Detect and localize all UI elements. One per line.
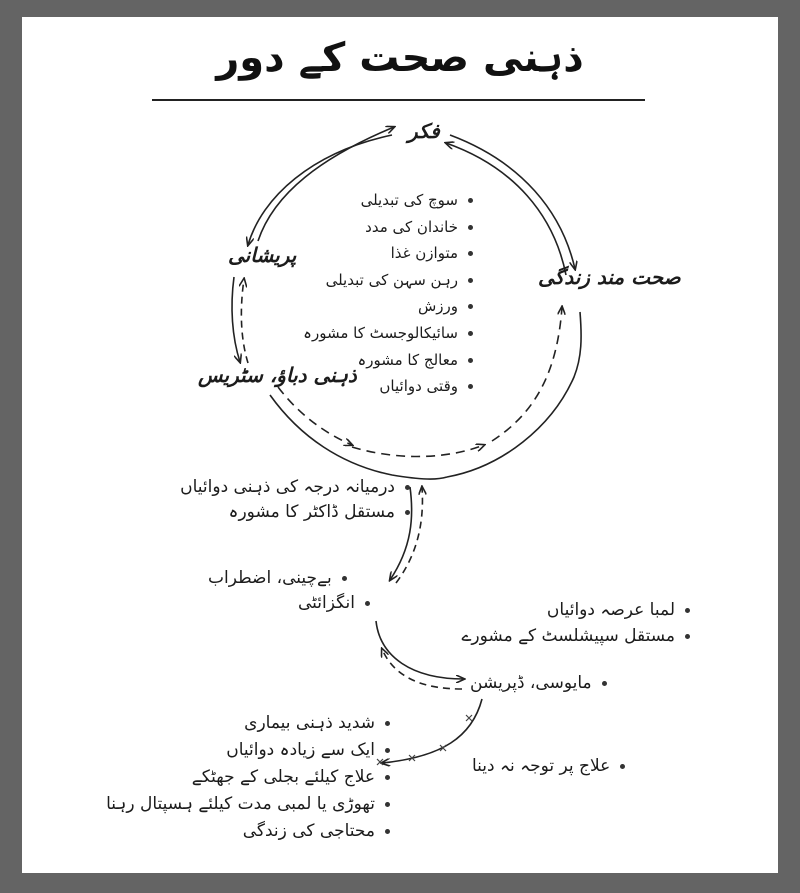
- list-item: [461, 623, 690, 649]
- dashed-recovery-path-3: [492, 307, 562, 441]
- anxiety-label: بےچینی، اضطراب: [208, 568, 332, 588]
- list-item: [461, 597, 690, 623]
- depression-label: مایوسی، ڈپریشن: [470, 673, 592, 693]
- bullet: [468, 384, 473, 389]
- longterm-treatment-list: [461, 597, 690, 649]
- list-item: [303, 373, 473, 400]
- bullet: [405, 485, 410, 490]
- list-item: [180, 475, 410, 500]
- title-divider: [152, 99, 645, 101]
- list-item-label: تھوڑی یا لمبی مدت کیلئے ہسپتال رہنا: [106, 794, 375, 814]
- list-item: [106, 818, 390, 845]
- bullet: [468, 358, 473, 363]
- stage-healthy: صحت مند زندگی: [538, 265, 681, 289]
- bullet: [385, 748, 390, 753]
- list-item: [106, 791, 390, 818]
- list-item-label: متوازن غذا: [390, 244, 458, 263]
- arc-stress-to-pareshani: [241, 279, 248, 363]
- list-item-label: ایک سے زیادہ دوائیاں: [226, 740, 375, 760]
- list-item-label: وقتی دوائیاں: [379, 377, 458, 396]
- stage-anxiety: [208, 567, 347, 588]
- bullet: [468, 225, 473, 230]
- stage-angzaiety: [298, 593, 370, 613]
- list-item: [303, 187, 473, 214]
- cross-marks: [377, 715, 472, 765]
- stage-pareshani: پریشانی: [228, 243, 297, 267]
- page-title: ذہنی صحت کے دور: [216, 35, 584, 81]
- list-item: [303, 347, 473, 374]
- list-item: [303, 267, 473, 294]
- angzaiety-label: انگزائٹی: [298, 593, 355, 613]
- list-item-label: خاندان کی مدد: [365, 217, 458, 236]
- list-item-label: رہن سہن کی تبدیلی: [325, 270, 458, 289]
- depression-bullet: [602, 681, 607, 686]
- list-item-label: علاج کیلئے بجلی کے جھٹکے: [191, 767, 375, 787]
- stage-neglect: [472, 755, 625, 776]
- bullet: [685, 634, 690, 639]
- bullet: [468, 331, 473, 336]
- list-item: [303, 240, 473, 267]
- arc-anxiety-to-depression: [376, 621, 464, 679]
- list-item: [303, 320, 473, 347]
- dashed-recovery-path-2: [352, 445, 484, 457]
- bullet: [385, 802, 390, 807]
- list-item-label: ورزش: [417, 297, 458, 316]
- list-item-label: مستقل ڈاکٹر کا مشورہ: [228, 502, 395, 522]
- list-item-label: شدید ذہنی بیماری: [244, 713, 375, 733]
- bullet: [385, 721, 390, 726]
- severe-outcome-list: [106, 710, 390, 845]
- anxiety-bullet: [342, 576, 347, 581]
- arc-pareshani-to-stress: [232, 277, 240, 362]
- angzaiety-bullet: [365, 601, 370, 606]
- list-item-label: سائیکالوجسٹ کا مشورہ: [303, 323, 458, 342]
- list-item: [303, 293, 473, 320]
- center-treatment-list: [303, 187, 473, 400]
- list-item-label: معالج کا مشورہ: [357, 350, 458, 369]
- list-item: [106, 710, 390, 737]
- arc-stress-to-bottom: [270, 395, 447, 479]
- neglect-bullet: [620, 764, 625, 769]
- arc-depression-to-severe: [382, 699, 482, 763]
- list-item: [180, 500, 410, 525]
- bullet: [468, 251, 473, 256]
- bullet: [385, 775, 390, 780]
- bullet: [405, 510, 410, 515]
- bullet: [468, 198, 473, 203]
- bullet: [685, 608, 690, 613]
- list-item-label: درمیانہ درجہ کی ذہنی دوائیاں: [180, 477, 395, 497]
- list-item: [106, 764, 390, 791]
- list-item-label: لمبا عرصہ دوائیاں: [546, 600, 675, 620]
- list-item: [303, 214, 473, 241]
- bullet: [468, 278, 473, 283]
- list-item-label: سوچ کی تبدیلی: [360, 191, 458, 209]
- diagram-panel: [22, 17, 778, 873]
- stage-stress: ذہنی دباؤ، سٹریس: [198, 363, 357, 387]
- stage-fikr: فکر: [408, 119, 440, 143]
- list-item-label: مستقل سپیشلسٹ کے مشورے: [461, 626, 675, 646]
- list-item-label: محتاجی کی زندگی: [242, 821, 375, 841]
- stage-depression: [470, 673, 607, 693]
- moderate-treatment-list: [180, 475, 410, 525]
- list-item: [106, 737, 390, 764]
- bullet: [468, 304, 473, 309]
- bullet: [385, 829, 390, 834]
- neglect-label: علاج پر توجہ نہ دینا: [472, 756, 611, 776]
- arc-depression-to-anxiety: [382, 649, 462, 689]
